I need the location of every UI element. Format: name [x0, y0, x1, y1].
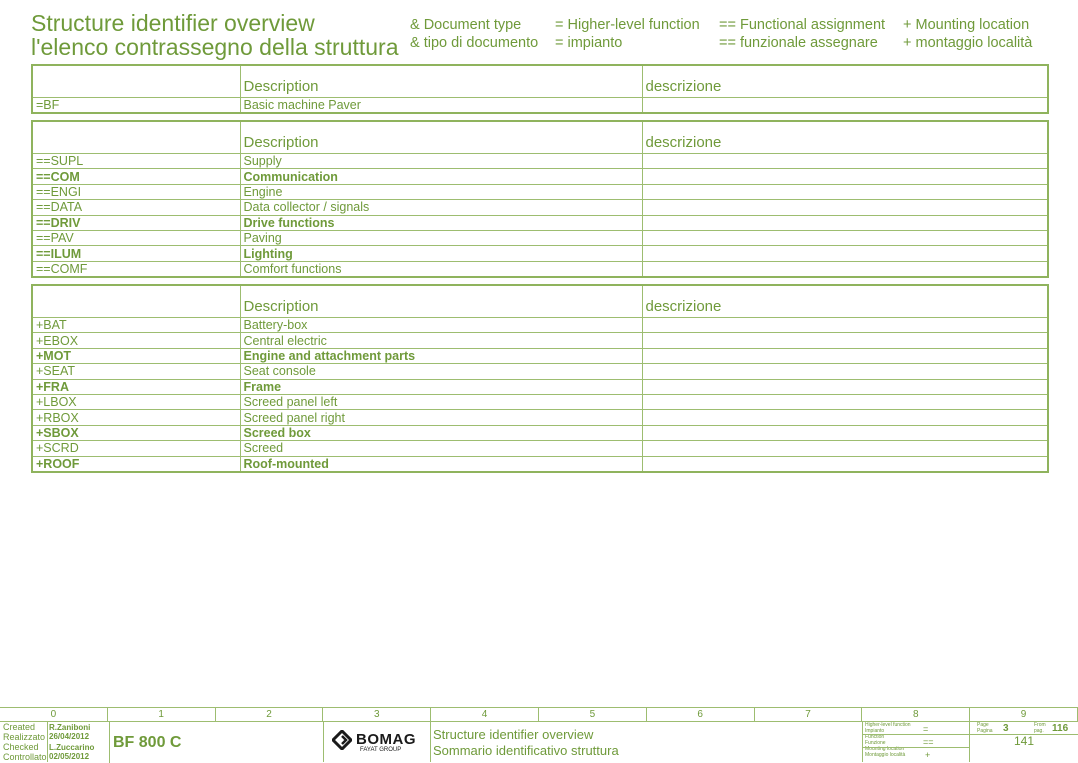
created-date: 26/04/2012	[49, 732, 90, 741]
block1-rows	[32, 98, 1048, 114]
legend-higher-level-it: = impianto	[555, 35, 623, 51]
identifier-description: Data collector / signals	[240, 200, 642, 215]
legend-document-type: & Document type	[410, 17, 522, 33]
identifier-description: Screed panel left	[240, 394, 642, 409]
grid-column-number: 5	[539, 708, 647, 722]
identifier-code: ==DRIV	[32, 215, 240, 230]
identifier-code: ==PAV	[32, 230, 240, 245]
identifier-description-it	[642, 333, 1048, 348]
document-title-it: Sommario identificativo struttura	[433, 743, 619, 758]
table-row	[32, 261, 1048, 277]
table-row	[32, 246, 1048, 261]
grid-column-number: 3	[323, 708, 431, 722]
identifier-description-it	[642, 364, 1048, 379]
table-row	[32, 333, 1048, 348]
model-name: BF 800 C	[113, 734, 182, 751]
sheet-number: 141	[1013, 734, 1035, 748]
identifier-description: Central electric	[240, 333, 642, 348]
identifier-description: Communication	[240, 169, 642, 184]
identifier-cell: Higher-level function Impianto Function Funzione Mounting location Montaggio località = == +	[863, 722, 970, 762]
identifier-description: Screed	[240, 441, 642, 456]
block3-rows	[32, 318, 1048, 472]
block-mounting-location	[31, 284, 1049, 473]
table-row	[32, 215, 1048, 230]
table-row	[32, 456, 1048, 472]
checked-date: 02/05/2012	[49, 752, 90, 761]
identifier-code: ==ILUM	[32, 246, 240, 261]
identifier-description-it	[642, 154, 1048, 169]
identifier-code: ==DATA	[32, 200, 240, 215]
legend-functional-it: == funzionale assegnare	[719, 35, 878, 51]
identifier-description: Engine	[240, 184, 642, 199]
identifier-code: ==COM	[32, 169, 240, 184]
identifier-description: Comfort functions	[240, 261, 642, 277]
identifier-description: Lighting	[240, 246, 642, 261]
title-block	[0, 707, 1078, 762]
identifier-description-it	[642, 230, 1048, 245]
column-header-description: Description	[240, 121, 642, 154]
grid-column-number: 8	[862, 708, 970, 722]
column-header-descrizione: descrizione	[642, 285, 1048, 318]
logo-cell	[324, 722, 431, 762]
document-title-en: Structure identifier overview	[433, 727, 594, 742]
identifier-description: Roof-mounted	[240, 456, 642, 472]
table-row	[32, 348, 1048, 363]
logo-subtext: FAYAT GROUP	[360, 747, 402, 753]
identifier-description-it	[642, 261, 1048, 277]
table-row	[32, 98, 1048, 114]
identifier-code: +MOT	[32, 348, 240, 363]
identifier-description-it	[642, 98, 1048, 114]
identifier-description-it	[642, 425, 1048, 440]
table-row	[32, 184, 1048, 199]
identifier-code: +SBOX	[32, 425, 240, 440]
grid-column-number: 6	[647, 708, 755, 722]
grid-column-number: 9	[970, 708, 1078, 722]
identifier-description: Battery-box	[240, 318, 642, 333]
legend-mounting-it: + montaggio località	[903, 35, 1033, 51]
identifier-code: ==SUPL	[32, 154, 240, 169]
identifier-description-it	[642, 246, 1048, 261]
column-header-descrizione: descrizione	[642, 121, 1048, 154]
identifier-description-it	[642, 348, 1048, 363]
identifier-description: Basic machine Paver	[240, 98, 642, 114]
block2-rows	[32, 154, 1048, 278]
identifier-description-it	[642, 394, 1048, 409]
page-title-italian: l'elenco contrassegno della struttura	[31, 34, 399, 60]
identifier-code: +ROOF	[32, 456, 240, 472]
grid-column-number: 1	[108, 708, 216, 722]
block-functional-assignment	[31, 120, 1049, 278]
column-header-descrizione: descrizione	[642, 65, 1048, 98]
table-row	[32, 230, 1048, 245]
legend-higher-level: = Higher-level function	[555, 17, 700, 33]
identifier-description: Engine and attachment parts	[240, 348, 642, 363]
identifier-code: +SEAT	[32, 364, 240, 379]
table-row	[32, 410, 1048, 425]
identifier-code: ==COMF	[32, 261, 240, 277]
table-row	[32, 154, 1048, 169]
created-by: R.Zaniboni	[49, 723, 91, 732]
identifier-description-it	[642, 200, 1048, 215]
table-row	[32, 425, 1048, 440]
page-title: Structure identifier overview	[31, 10, 315, 36]
block-higher-level-function	[31, 64, 1049, 114]
document-title-cell	[431, 722, 863, 762]
identifier-description: Seat console	[240, 364, 642, 379]
legend-mounting: + Mounting location	[903, 17, 1030, 33]
identifier-code: +RBOX	[32, 410, 240, 425]
identifier-description: Paving	[240, 230, 642, 245]
approval-labels: Created Realizzato Checked Controllato	[0, 722, 48, 762]
identifier-code: +LBOX	[32, 394, 240, 409]
grid-column-number: 2	[216, 708, 324, 722]
table-row	[32, 394, 1048, 409]
identifier-code: +SCRD	[32, 441, 240, 456]
grid-column-number: 0	[0, 708, 108, 722]
identifier-description-it	[642, 215, 1048, 230]
identifier-description-it	[642, 441, 1048, 456]
identifier-description: Frame	[240, 379, 642, 394]
from-page: 116	[1052, 723, 1069, 734]
approval-values	[47, 722, 110, 763]
identifier-code: +BAT	[32, 318, 240, 333]
identifier-description: Screed panel right	[240, 410, 642, 425]
identifier-code: =BF	[32, 98, 240, 114]
table-row	[32, 169, 1048, 184]
page-number: 3	[1003, 723, 1009, 734]
identifier-description-it	[642, 456, 1048, 472]
table-row	[32, 379, 1048, 394]
column-header-description: Description	[240, 285, 642, 318]
identifier-description-it	[642, 410, 1048, 425]
identifier-code: +EBOX	[32, 333, 240, 348]
column-header-description: Description	[240, 65, 642, 98]
legend-functional: == Functional assignment	[719, 17, 886, 33]
bomag-logo-icon	[332, 730, 352, 750]
table-row	[32, 441, 1048, 456]
grid-column-number: 7	[755, 708, 863, 722]
identifier-description: Supply	[240, 154, 642, 169]
logo-text: BOMAG	[356, 731, 416, 748]
identifier-description-it	[642, 379, 1048, 394]
identifier-description: Drive functions	[240, 215, 642, 230]
table-row	[32, 364, 1048, 379]
identifier-description-it	[642, 184, 1048, 199]
identifier-code: +FRA	[32, 379, 240, 394]
grid-column-number: 4	[431, 708, 539, 722]
identifier-description: Screed box	[240, 425, 642, 440]
table-row	[32, 318, 1048, 333]
checked-by: L.Zuccarino	[49, 743, 95, 752]
table-row	[32, 200, 1048, 215]
identifier-description-it	[642, 318, 1048, 333]
model-cell	[108, 722, 324, 762]
legend-document-type-it: & tipo di documento	[410, 35, 539, 51]
identifier-code: ==ENGI	[32, 184, 240, 199]
page-cell: Page Pagina 3 From pag. 116 141	[970, 722, 1078, 762]
identifier-description-it	[642, 169, 1048, 184]
